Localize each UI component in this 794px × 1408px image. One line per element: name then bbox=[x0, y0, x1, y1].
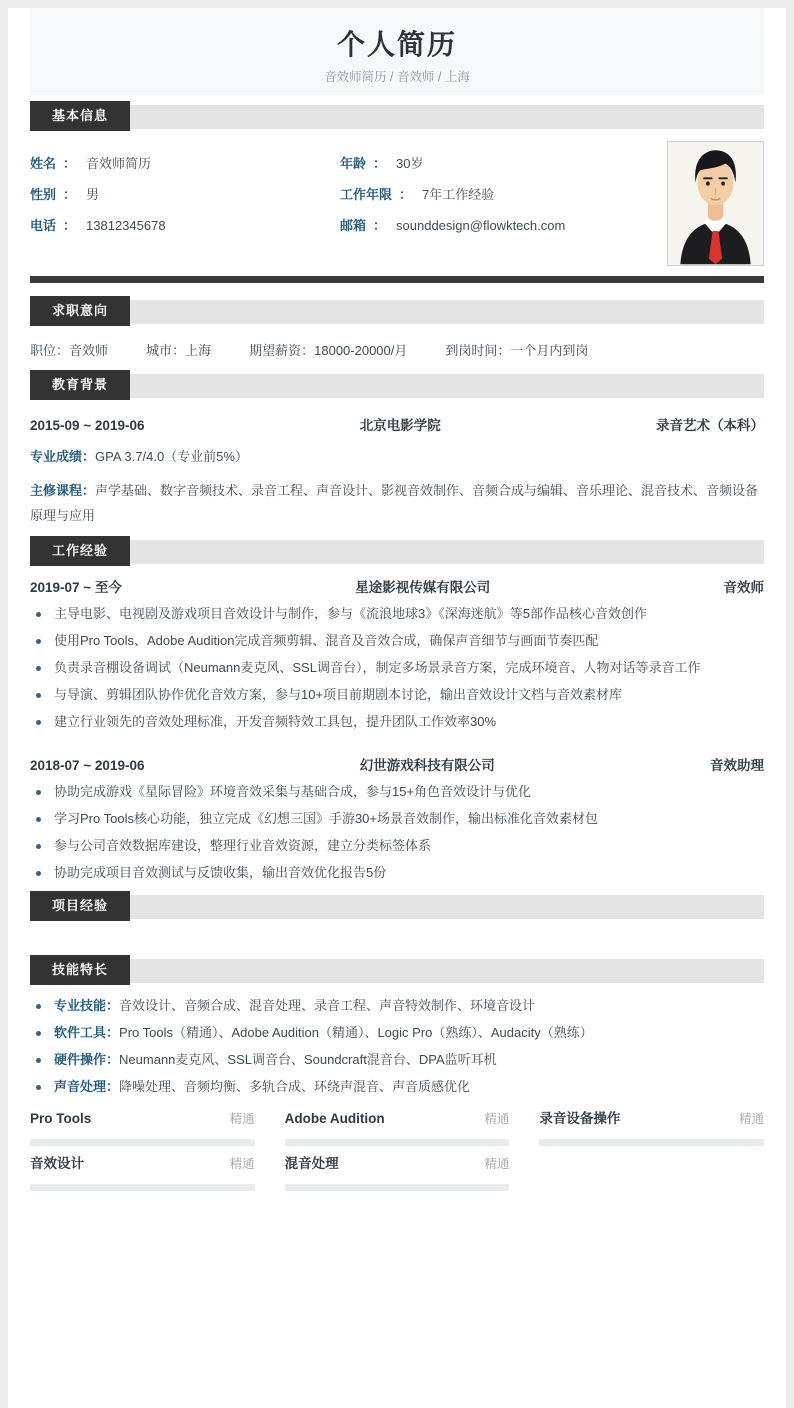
section-header-project bbox=[30, 891, 764, 921]
colon: ： bbox=[497, 343, 511, 358]
skill-bullet bbox=[30, 1051, 764, 1069]
job-bullet-list bbox=[30, 605, 764, 731]
job-bullet bbox=[30, 783, 764, 801]
section-header-work bbox=[30, 536, 764, 566]
section-header-skills bbox=[30, 955, 764, 985]
colon: ： bbox=[106, 1025, 120, 1040]
skill-text: Pro Tools（精通）、Adobe Audition（精通）、Logic Pro（熟练）、Audacity（熟练） bbox=[119, 1025, 593, 1040]
bullet-text: 使用Pro Tools、Adobe Audition完成音频剪辑、混音及音效合成，确保声音细节与画面节奏匹配 bbox=[54, 633, 599, 648]
section-header-bar bbox=[130, 105, 764, 129]
field-email bbox=[340, 217, 670, 235]
field-value: 30岁 bbox=[396, 156, 424, 171]
field-label: 邮箱 bbox=[340, 218, 367, 233]
page-subtitle: 音效师简历 / 音效师 / 上海 bbox=[324, 70, 470, 84]
field-age bbox=[340, 155, 670, 173]
intent-value: 一个月内到岗 bbox=[510, 343, 589, 358]
skill-bars-grid bbox=[30, 1110, 764, 1191]
skill-bar-head bbox=[30, 1155, 255, 1173]
job-entry-header bbox=[30, 579, 764, 597]
intent-value: 上海 bbox=[185, 343, 212, 358]
section-title-project: 项目经验 bbox=[30, 891, 130, 921]
colon: ： bbox=[106, 1052, 120, 1067]
bullet-dot bbox=[36, 666, 41, 671]
skill-bar-head bbox=[539, 1110, 764, 1128]
bullet-dot bbox=[36, 612, 41, 617]
skill-bar-level: 精通 bbox=[229, 1112, 255, 1126]
intent-label: 城市 bbox=[146, 343, 173, 358]
resume-header bbox=[30, 8, 764, 95]
job-bullet bbox=[30, 632, 764, 650]
section-title-intention: 求职意向 bbox=[30, 296, 130, 326]
skill-bar-name: 混音处理 bbox=[284, 1156, 339, 1171]
bullet-text: 学习Pro Tools核心功能，独立完成《幻想三国》手游30+场景音效制作，输出标准化音效素材包 bbox=[54, 811, 599, 826]
section-header-bar bbox=[130, 959, 764, 983]
colon: ： bbox=[82, 449, 96, 464]
section-header-education bbox=[30, 370, 764, 400]
skills-section bbox=[30, 997, 764, 1191]
section-title-education: 教育背景 bbox=[30, 370, 130, 400]
intent-label: 期望薪资 bbox=[249, 343, 302, 358]
job-period: 2018-07 ~ 2019-06 bbox=[30, 758, 145, 773]
education-courses-line bbox=[30, 478, 764, 528]
intent-value: 18000-20000/月 bbox=[314, 343, 408, 358]
field-value: sounddesign@flowktech.com bbox=[396, 218, 566, 233]
portrait-illustration bbox=[668, 142, 763, 265]
section-title-skills: 技能特长 bbox=[30, 955, 130, 985]
skill-bar-track bbox=[539, 1139, 764, 1146]
bullet-dot bbox=[36, 720, 41, 725]
basic-info-section bbox=[30, 131, 764, 276]
field-label: 性别 bbox=[30, 187, 57, 202]
section-header-intention bbox=[30, 296, 764, 326]
education-period: 2015-09 ~ 2019-06 bbox=[30, 418, 145, 433]
skill-bar-head bbox=[285, 1155, 510, 1173]
colon: ： bbox=[106, 1079, 120, 1094]
project-section-empty bbox=[30, 921, 764, 955]
section-title-basic-info: 基本信息 bbox=[30, 101, 130, 131]
colon: ： bbox=[172, 343, 186, 358]
skill-text: 降噪处理、音频均衡、多轨合成、环绕声混音、声音质感优化 bbox=[119, 1079, 471, 1094]
bullet-dot bbox=[36, 844, 41, 849]
colon: ： bbox=[63, 187, 77, 202]
field-label: 姓名 bbox=[30, 156, 57, 171]
job-bullet bbox=[30, 659, 764, 677]
skill-bar-recording-equipment bbox=[539, 1110, 764, 1146]
section-header-bar bbox=[130, 374, 764, 398]
skill-text: 音效设计、音频合成、混音处理、录音工程、声音特效制作、环境音设计 bbox=[119, 998, 536, 1013]
skill-bar-track bbox=[30, 1139, 255, 1146]
section-header-bar bbox=[130, 300, 764, 324]
bullet-dot bbox=[36, 790, 41, 795]
skill-bar-adobe-audition bbox=[285, 1110, 510, 1146]
skill-bar-name: Adobe Audition bbox=[284, 1111, 385, 1126]
intent-value: 音效师 bbox=[69, 343, 109, 358]
education-section bbox=[30, 417, 764, 536]
colon: ： bbox=[106, 998, 120, 1013]
page-title: 个人简历 bbox=[336, 29, 457, 60]
skill-bar-level: 精通 bbox=[484, 1112, 510, 1126]
skill-bar-track bbox=[285, 1139, 510, 1146]
job-title: 音效师 bbox=[723, 580, 764, 595]
detail-label: 主修课程 bbox=[30, 483, 83, 498]
bullet-dot bbox=[36, 817, 41, 822]
job-bullet bbox=[30, 864, 764, 882]
resume-page bbox=[8, 8, 786, 1408]
job-intention-row bbox=[30, 326, 764, 370]
job-title: 音效助理 bbox=[710, 758, 764, 773]
bullet-dot bbox=[36, 693, 41, 698]
job-period: 2019-07 ~ 至今 bbox=[30, 580, 122, 595]
intent-position bbox=[30, 340, 108, 359]
intent-label: 职位 bbox=[30, 343, 57, 358]
field-gender bbox=[30, 186, 340, 204]
skill-bar-pro-tools bbox=[30, 1110, 255, 1146]
detail-text: GPA 3.7/4.0（专业前5%） bbox=[95, 449, 248, 464]
bullet-dot bbox=[36, 1085, 41, 1090]
section-header-bar bbox=[130, 895, 764, 919]
colon: ： bbox=[56, 343, 70, 358]
bullet-text: 主导电影、电视剧及游戏项目音效设计与制作，参与《流浪地球3》《深海迷航》等5部作品核心音效创作 bbox=[54, 606, 647, 621]
education-major: 录音艺术（本科） bbox=[656, 418, 764, 433]
intent-city bbox=[146, 340, 211, 359]
section-header-bar bbox=[130, 540, 764, 564]
job-bullet bbox=[30, 713, 764, 731]
skill-bar-head bbox=[285, 1110, 510, 1128]
colon: ： bbox=[301, 343, 315, 358]
skill-bar-track bbox=[285, 1184, 510, 1191]
section-divider bbox=[30, 276, 764, 283]
colon: ： bbox=[373, 218, 387, 233]
skill-label: 声音处理 bbox=[54, 1079, 107, 1094]
detail-label: 专业成绩 bbox=[30, 449, 83, 464]
job-company: 幻世游戏科技有限公司 bbox=[359, 758, 495, 773]
skill-bullet bbox=[30, 997, 764, 1015]
field-name bbox=[30, 155, 340, 173]
skill-bar-name: Pro Tools bbox=[30, 1111, 92, 1126]
bullet-dot bbox=[36, 639, 41, 644]
job-bullet bbox=[30, 686, 764, 704]
skill-bar-level: 精通 bbox=[229, 1157, 255, 1171]
field-label: 工作年限 bbox=[340, 187, 393, 202]
field-value: 男 bbox=[86, 187, 100, 202]
bullet-dot bbox=[36, 871, 41, 876]
colon: ： bbox=[373, 156, 387, 171]
job-bullet bbox=[30, 810, 764, 828]
job-bullet-list bbox=[30, 783, 764, 882]
colon: ： bbox=[399, 187, 413, 202]
skill-label: 专业技能 bbox=[54, 998, 107, 1013]
skill-text: Neumann麦克风、SSL调音台、Soundcraft混音台、DPA监听耳机 bbox=[119, 1052, 497, 1067]
skill-bar-mixing bbox=[285, 1155, 510, 1191]
intent-salary bbox=[249, 340, 407, 359]
colon: ： bbox=[82, 483, 96, 498]
education-gpa-line bbox=[30, 444, 764, 469]
field-phone bbox=[30, 217, 340, 235]
colon: ： bbox=[63, 156, 77, 171]
bullet-text: 与导演、剪辑团队协作优化音效方案，参与10+项目前期剧本讨论，输出音效设计文档与音效素材库 bbox=[54, 687, 623, 702]
field-label: 电话 bbox=[30, 218, 57, 233]
intent-availability bbox=[445, 340, 588, 359]
skill-bar-level: 精通 bbox=[484, 1157, 510, 1171]
skill-bar-name: 录音设备操作 bbox=[539, 1111, 621, 1126]
job-company: 星途影视传媒有限公司 bbox=[355, 580, 491, 595]
detail-text: 声学基础、数字音频技术、录音工程、声音设计、影视音效制作、音频合成与编辑、音乐理论、混音技术、音频设备原理与应用 bbox=[30, 483, 759, 523]
job-entry-header bbox=[30, 757, 764, 775]
colon: ： bbox=[63, 218, 77, 233]
bullet-dot bbox=[36, 1058, 41, 1063]
bullet-text: 协助完成项目音效测试与反馈收集，输出音效优化报告5份 bbox=[54, 865, 387, 880]
field-experience-years bbox=[340, 186, 670, 204]
basic-info-grid bbox=[30, 155, 764, 235]
education-entry-header bbox=[30, 417, 764, 435]
skill-bullet-list bbox=[30, 997, 764, 1096]
job-bullet bbox=[30, 605, 764, 623]
job-bullet bbox=[30, 837, 764, 855]
bullet-text: 参与公司音效数据库建设，整理行业音效资源，建立分类标签体系 bbox=[54, 838, 432, 853]
work-experience-section bbox=[30, 579, 764, 882]
bullet-dot bbox=[36, 1004, 41, 1009]
skill-label: 硬件操作 bbox=[54, 1052, 107, 1067]
skill-label: 软件工具 bbox=[54, 1025, 107, 1040]
bullet-text: 负责录音棚设备调试（Neumann麦克风、SSL调音台），制定多场景录音方案，完成环境音、人物对话等录音工作 bbox=[54, 660, 701, 675]
field-value: 13812345678 bbox=[86, 218, 166, 233]
skill-bullet bbox=[30, 1024, 764, 1042]
field-value: 7年工作经验 bbox=[422, 187, 495, 202]
skill-bar-level: 精通 bbox=[738, 1112, 764, 1126]
field-value: 音效师简历 bbox=[86, 156, 152, 171]
section-title-work: 工作经验 bbox=[30, 536, 130, 566]
profile-photo bbox=[667, 141, 764, 266]
section-header-basic-info bbox=[30, 101, 764, 131]
skill-bar-sound-design bbox=[30, 1155, 255, 1191]
bullet-text: 建立行业领先的音效处理标准，开发音频特效工具包，提升团队工作效率30% bbox=[54, 714, 497, 729]
bullet-text: 协助完成游戏《星际冒险》环境音效采集与基础合成，参与15+角色音效设计与优化 bbox=[54, 784, 532, 799]
skill-bar-head bbox=[30, 1110, 255, 1128]
skill-bar-track bbox=[30, 1184, 255, 1191]
intent-label: 到岗时间 bbox=[445, 343, 498, 358]
bullet-dot bbox=[36, 1031, 41, 1036]
skill-bullet bbox=[30, 1078, 764, 1096]
education-school: 北京电影学院 bbox=[359, 418, 441, 433]
skill-bar-name: 音效设计 bbox=[30, 1156, 84, 1171]
field-label: 年龄 bbox=[340, 156, 367, 171]
